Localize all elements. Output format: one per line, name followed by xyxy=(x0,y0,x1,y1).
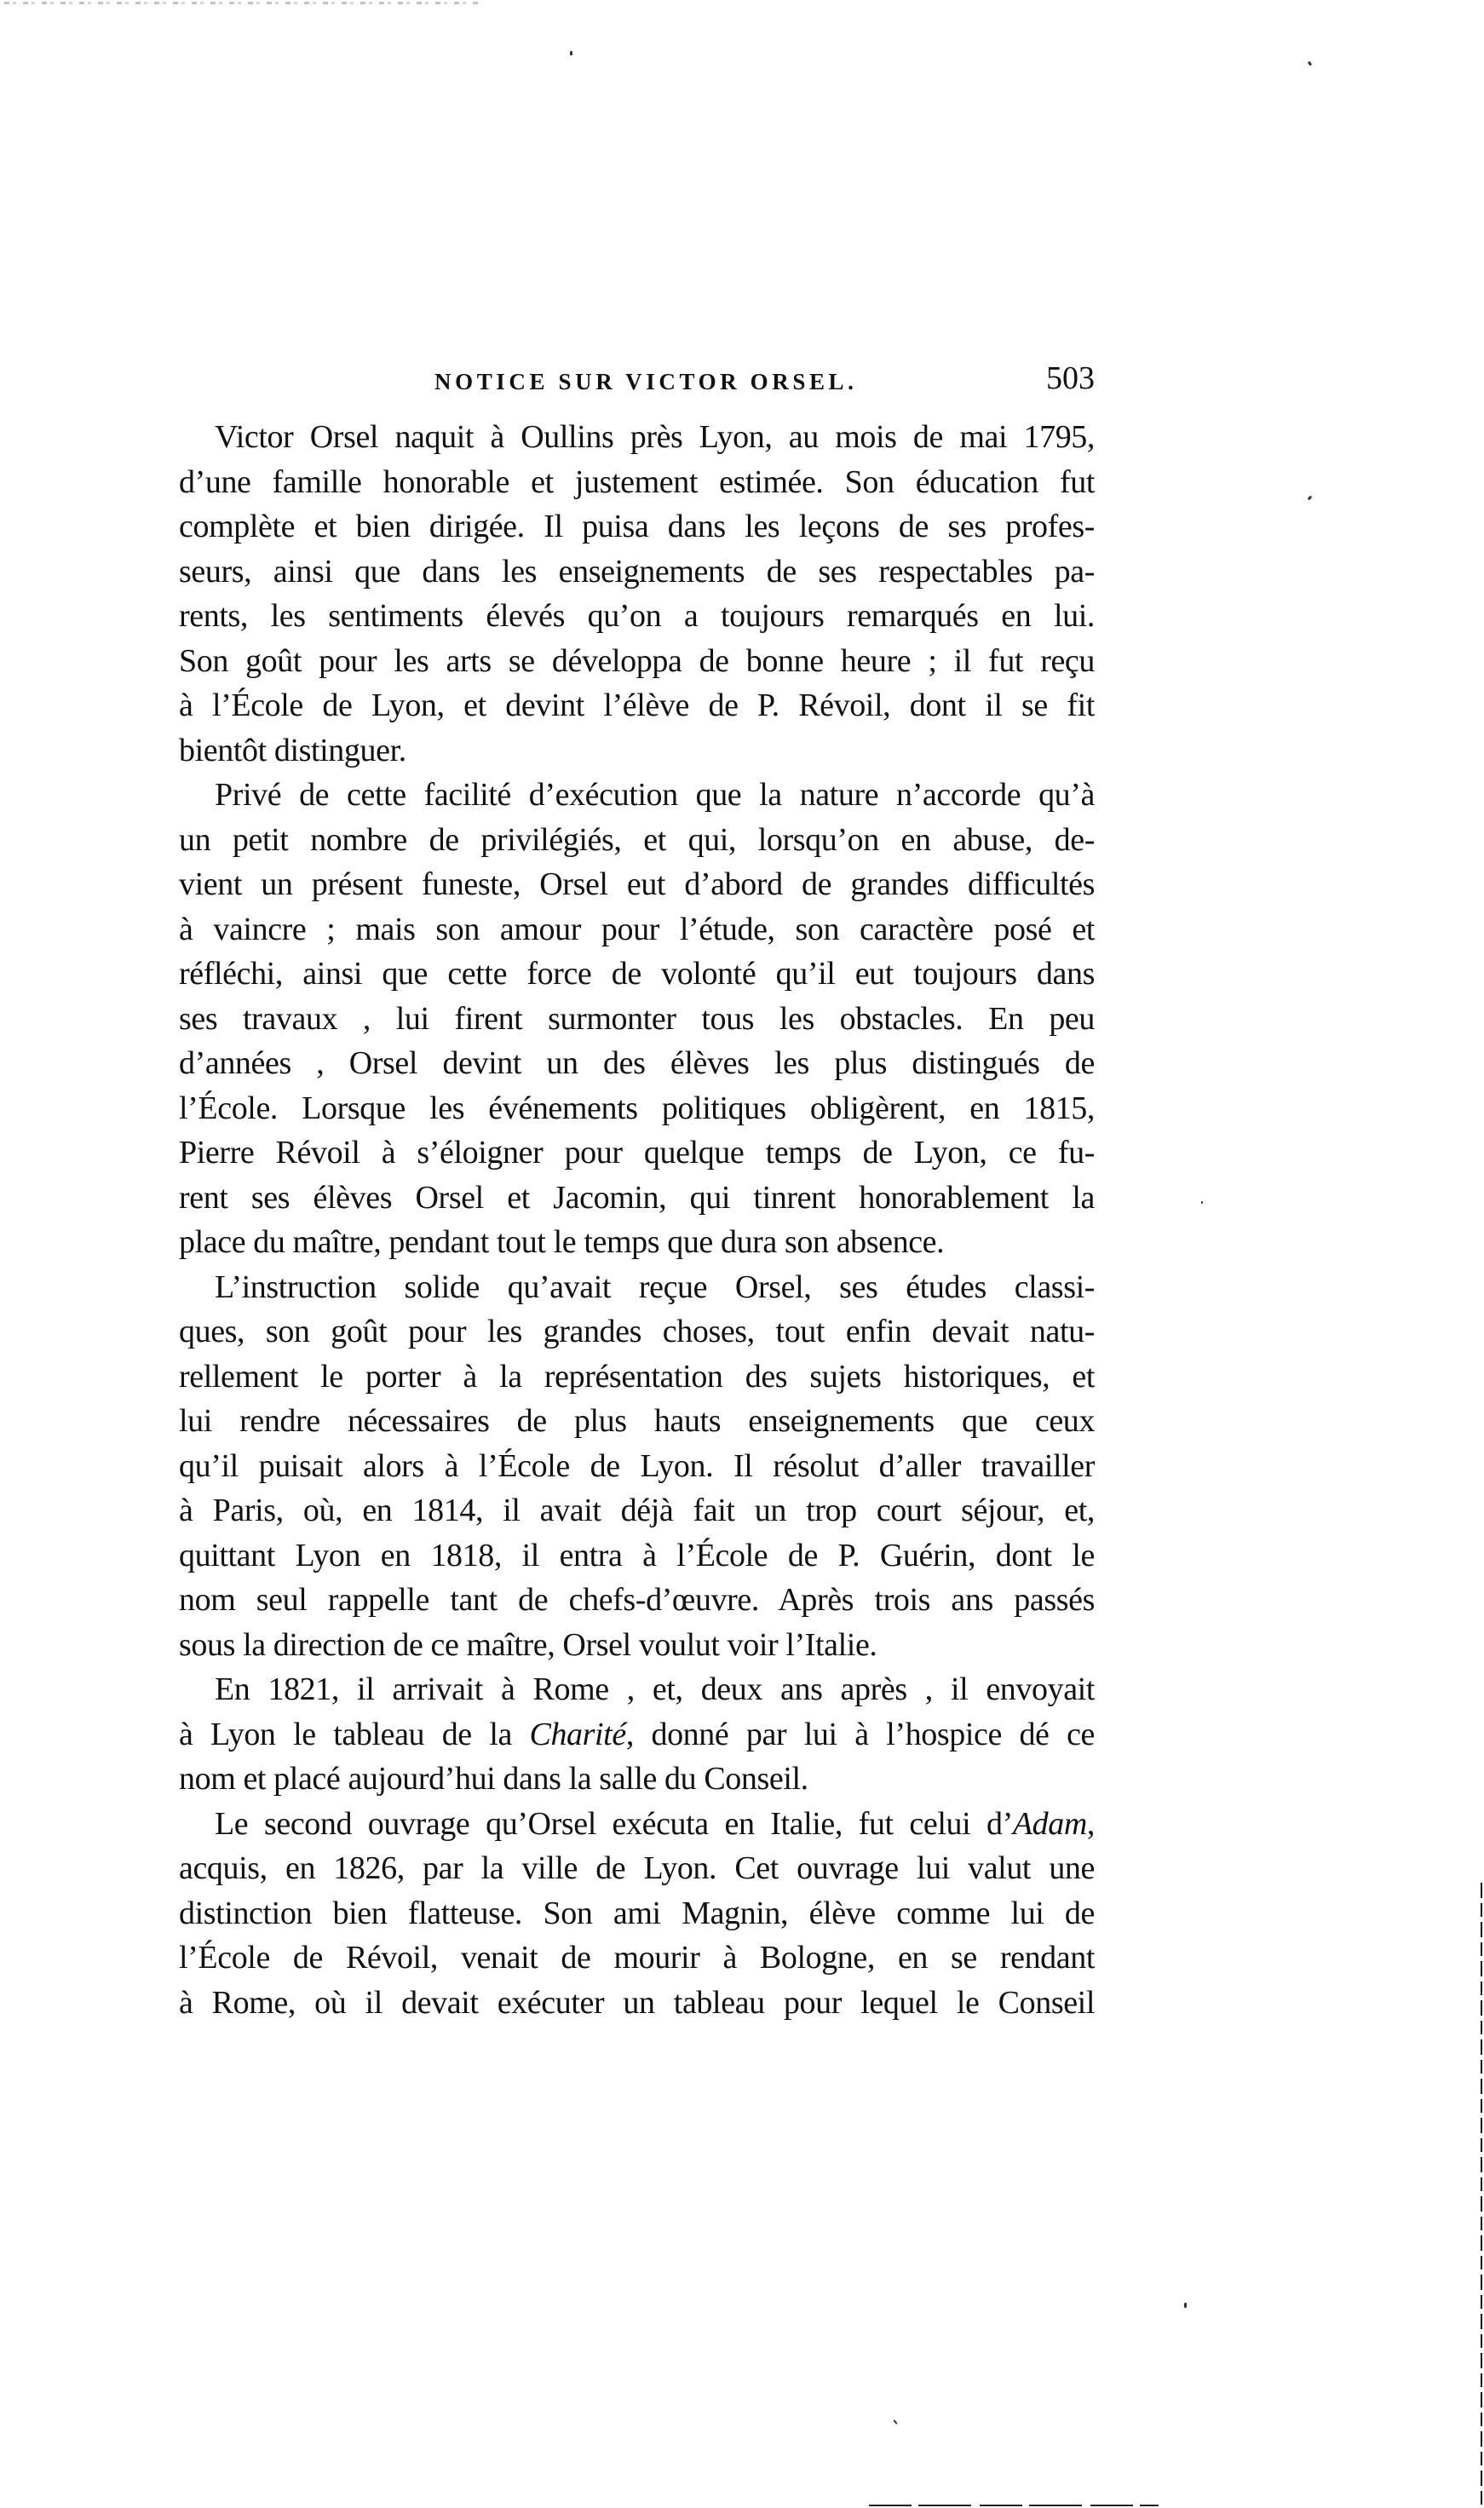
text-line: seurs, ainsi que dans les enseignements de ses respectables pa- xyxy=(179,553,1095,590)
page-number: 503 xyxy=(1046,360,1095,396)
running-head xyxy=(179,361,1095,395)
scan-speck xyxy=(1308,61,1312,66)
text-line: qu’il puisait alors à l’École de Lyon. Il résolut d’aller travailler xyxy=(179,1447,1095,1484)
italic-title: Adam xyxy=(1012,1805,1087,1842)
scan-speck xyxy=(1308,496,1313,501)
scan-edge-artifact xyxy=(869,2505,1159,2506)
text-line: En 1821, il arrivait à Rome , et, deux ans après , il envoyait xyxy=(215,1671,1095,1707)
scan-speck xyxy=(893,2419,897,2425)
scan-edge-artifact xyxy=(1481,1883,1482,2508)
text-line: distinction bien flatteuse. Son ami Magnin, élève comme lui de xyxy=(179,1895,1095,1931)
text-line: à l’École de Lyon, et devint l’élève de P. Révoil, dont il se fit xyxy=(179,687,1095,723)
text-line: L’instruction solide qu’avait reçue Orsel, ses études classi- xyxy=(215,1268,1095,1305)
text-line: lui rendre nécessaires de plus hauts enseignements que ceux xyxy=(179,1403,1095,1439)
paragraph xyxy=(179,1667,1095,1802)
text-run: à Lyon le tableau de la xyxy=(179,1716,530,1752)
text-line: rents, les sentiments élevés qu’on a toujours remarqués en lui. xyxy=(179,598,1095,634)
text-line: l’École. Lorsque les événements politiques obligèrent, en 1815, xyxy=(179,1090,1095,1126)
text-line: ses travaux , lui firent surmonter tous les obstacles. En peu xyxy=(179,1000,1095,1037)
text-line: à Paris, où, en 1814, il avait déjà fait un trop court séjour, et, xyxy=(179,1493,1095,1528)
text-line: l’École de Révoil, venait de mourir à Bologne, en se rendant xyxy=(179,1940,1095,1976)
scan-speck xyxy=(570,51,572,55)
text-line: vient un présent funeste, Orsel eut d’abord de grandes difficultés xyxy=(179,866,1095,902)
text-line: complète et bien dirigée. Il puisa dans les leçons de ses profes- xyxy=(179,509,1095,544)
text-line: Privé de cette facilité d’exécution que la nature n’accorde qu’à xyxy=(215,777,1095,813)
paragraph xyxy=(179,773,1095,1265)
text-line: d’années , Orsel devint un des élèves les plus distingués de xyxy=(179,1045,1095,1081)
scan-speck xyxy=(1184,2303,1187,2308)
paragraph xyxy=(179,1265,1095,1668)
text-line: quittant Lyon en 1818, il entra à l’École de P. Guérin, dont le xyxy=(179,1537,1095,1573)
text-line: rent ses élèves Orsel et Jacomin, qui tinrent honorablement la xyxy=(179,1179,1095,1216)
paragraph xyxy=(179,1802,1095,2026)
scan-edge-artifact xyxy=(4,2,481,4)
body-text xyxy=(179,415,1095,2025)
paragraph xyxy=(179,415,1095,773)
text-line: à Rome, où il devait exécuter un tableau pour lequel le Conseil xyxy=(179,1984,1095,2021)
text-line: Victor Orsel naquit à Oullins près Lyon, au mois de mai 1795, xyxy=(215,419,1095,455)
text-line: à vaincre ; mais son amour pour l’étude, son caractère posé et xyxy=(179,911,1095,947)
text-line xyxy=(179,1712,1095,1757)
text-line xyxy=(179,1802,1095,1847)
text-line: un petit nombre de privilégiés, et qui, lorsqu’on en abuse, de- xyxy=(179,821,1095,858)
text-line: nom seul rappelle tant de chefs-d’œuvre. Après trois ans passés xyxy=(179,1582,1095,1618)
scan-speck xyxy=(1201,1201,1203,1204)
running-title: NOTICE SUR VICTOR ORSEL. xyxy=(434,369,858,394)
text-run: , xyxy=(1086,1805,1095,1842)
text-line: réfléchi, ainsi que cette force de volonté qu’il eut toujours dans xyxy=(179,956,1095,992)
text-line: acquis, en 1826, par la ville de Lyon. Cet ouvrage lui valut une xyxy=(179,1850,1095,1886)
text-line: rellement le porter à la représentation des sujets historiques, et xyxy=(179,1358,1095,1395)
italic-title: Charité xyxy=(529,1716,626,1752)
text-line: ques, son goût pour les grandes choses, tout enfin devait natu- xyxy=(179,1314,1095,1349)
text-run: Le second ouvrage qu’Orsel exécuta en Italie, fut celui d’ xyxy=(215,1805,1013,1842)
text-line: Son goût pour les arts se développa de bonne heure ; il fut reçu xyxy=(179,642,1095,679)
text-run: , donné par lui à l’hospice dé ce xyxy=(625,1716,1095,1752)
text-line: place du maître, pendant tout le temps que dura son absence. xyxy=(179,1224,945,1260)
text-line: Pierre Révoil à s’éloigner pour quelque temps de Lyon, ce fu- xyxy=(179,1135,1095,1171)
text-line: nom et placé aujourd’hui dans la salle du Conseil. xyxy=(179,1761,808,1797)
text-line: bientôt distinguer. xyxy=(179,732,406,768)
text-line: sous la direction de ce maître, Orsel voulut voir l’Italie. xyxy=(179,1626,877,1663)
text-line: d’une famille honorable et justement estimée. Son éducation fut xyxy=(179,463,1095,500)
